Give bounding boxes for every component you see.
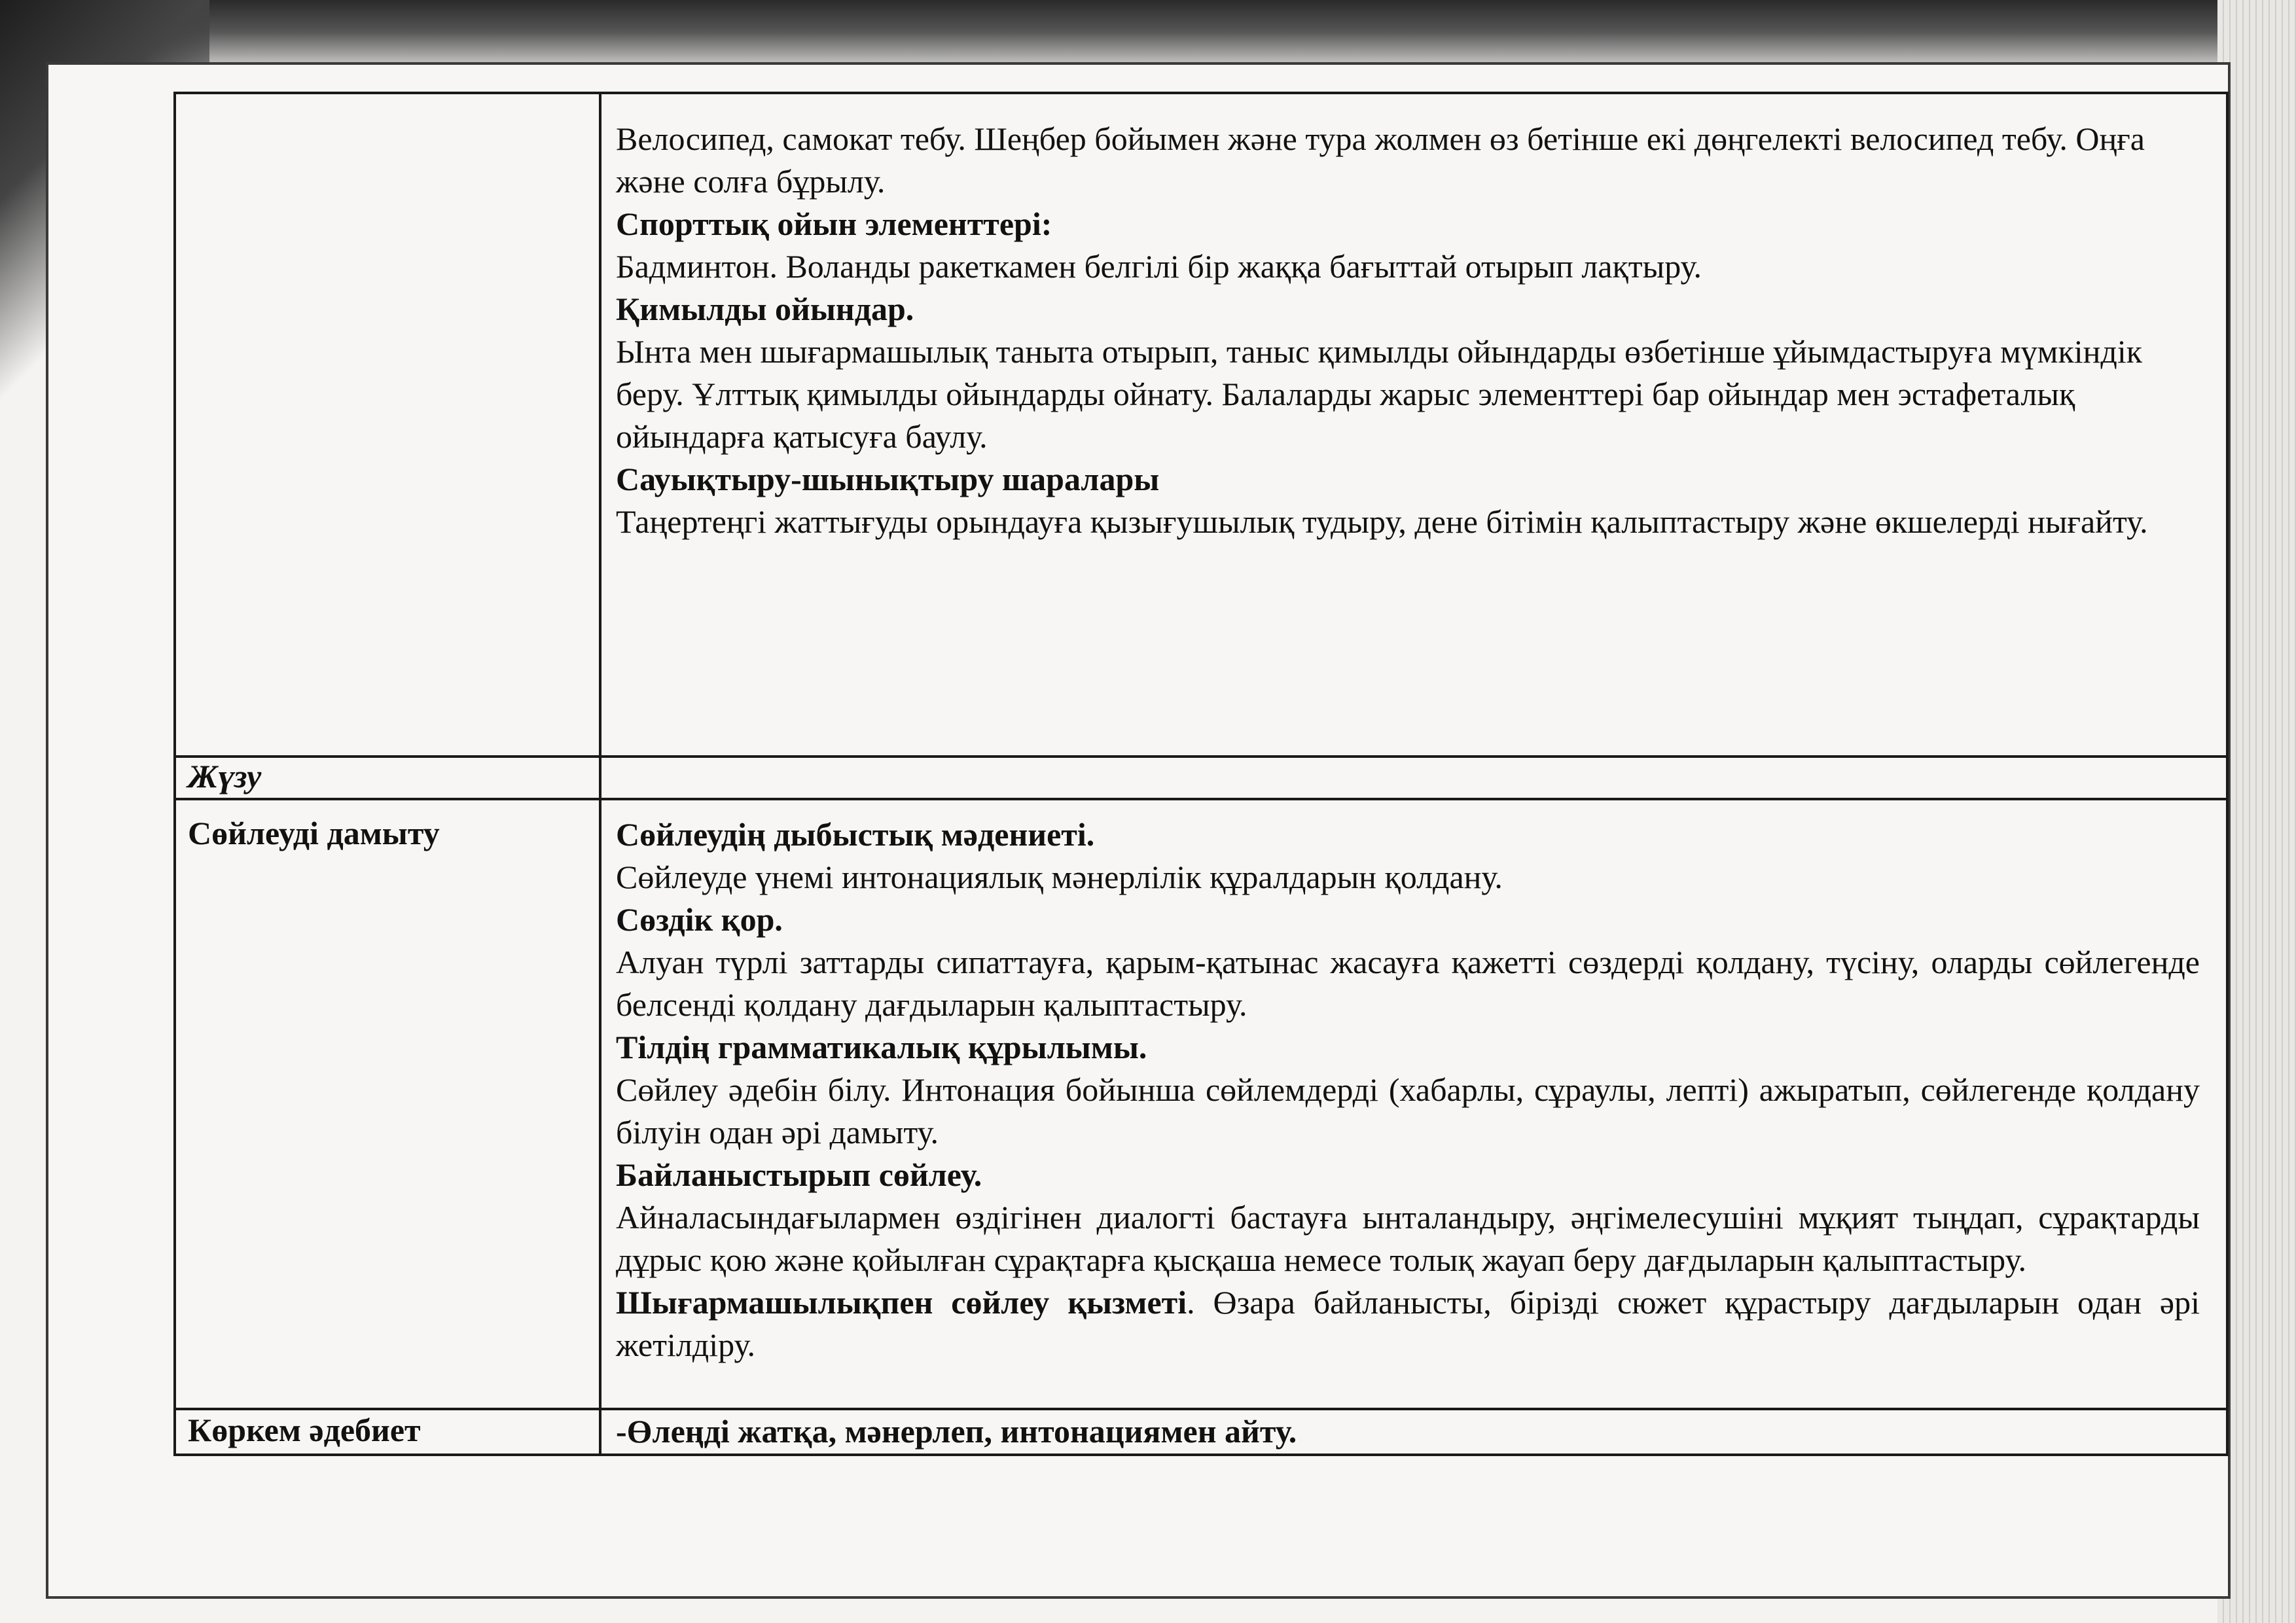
table-row-speech bbox=[175, 799, 2227, 1409]
speech-section-heading: Сөздік қор. bbox=[616, 901, 783, 938]
swimming-content bbox=[600, 757, 2227, 799]
physical-section-heading: Сауықтыру-шынықтыру шаралары bbox=[616, 461, 1160, 497]
swimming-label: Жүзу bbox=[175, 757, 600, 799]
speech-content-cell bbox=[600, 799, 2227, 1409]
speech-paragraph: Сөйлеуде үнемі интонациялық мәнерлілік құралдарын қолдану. bbox=[616, 859, 1503, 896]
literature-label-cell bbox=[175, 1409, 600, 1455]
speech-paragraph: Алуан түрлі заттарды сипаттауға, қарым-қатынас жасауға қажетті сөздерді қолдану, түсіну, оларды сөйлегенде белсенді қолдану дағдыларын қалыптастыру. bbox=[616, 944, 2200, 1024]
speech-section-heading: Байланыстырып сөйлеу. bbox=[616, 1156, 982, 1194]
physical-content bbox=[616, 118, 2200, 543]
speech-section-heading: Сөйлеудің дыбыстық мәдениеті. bbox=[616, 816, 1095, 853]
table-row-swimming bbox=[175, 757, 2227, 799]
literature-content: -Өлеңді жатқа, мәнерлеп, интонациямен айту. bbox=[616, 1413, 1297, 1450]
physical-paragraph: Велосипед, самокат тебу. Шеңбер бойымен және тура жолмен өз бетінше екі дөңгелекті велосипед тебу. Оңға және солға бұрылу. bbox=[616, 120, 2145, 200]
physical-section-heading: Қимылды ойындар. bbox=[616, 291, 914, 327]
speech-paragraph: Сөйлеу әдебін білу. Интонация бойынша сөйлемдерді (хабарлы, сұраулы, лепті) ажыратып, сөйлегенде қолдану білуін одан әрі дамыту. bbox=[616, 1071, 2200, 1151]
speech-content bbox=[616, 813, 2200, 1366]
curriculum-table bbox=[173, 92, 2229, 1456]
physical-content-cell bbox=[600, 93, 2227, 757]
speech-paragraph: Айналасындағылармен өздігінен диалогті бастауға ынталандыру, әңгімелесушіні мұқият тыңдап, сұрақтарды дұрыс қою және қойылған сұрақтарға қысқаша немесе толық жауап беру дағдыларын қалыптастыру. bbox=[616, 1199, 2200, 1279]
physical-section-heading: Спорттық ойын элементтері: bbox=[616, 205, 1052, 242]
table-row-physical bbox=[175, 93, 2227, 757]
physical-paragraph: Ынта мен шығармашылық таныта отырып, таныс қимылды ойындарды өзбетінше ұйымдастыруға мүмкіндік беру. Ұлттық қимылды ойындарды ойнату. Балаларды жарыс элементтері бар ойындар мен эстафеталық ойындарға қатысуға баулу. bbox=[616, 333, 2143, 455]
speech-paragraph: . Өзара байланысты, бірізді сюжет құрастыру дағдыларын одан әрі жетілдіру. bbox=[616, 1284, 2200, 1364]
physical-paragraph: Таңертеңгі жаттығуды орындауға қызығушылық тудыру, дене бітімін қалыптастыру және өкшелерді нығайту. bbox=[616, 503, 2148, 540]
physical-label-cell bbox=[175, 93, 600, 757]
literature-content-cell bbox=[600, 1409, 2227, 1455]
physical-label bbox=[176, 119, 188, 156]
literature-label: Көркем әдебиет bbox=[188, 1412, 421, 1448]
speech-label-cell bbox=[175, 799, 600, 1409]
speech-label: Сөйлеуді дамыту bbox=[188, 815, 440, 852]
physical-paragraph: Бадминтон. Воланды ракеткамен белгілі бір жаққа бағыттай отырып лақтыру. bbox=[616, 248, 1702, 285]
speech-mixed-paragraph bbox=[616, 1281, 2200, 1366]
speech-inline-heading: Шығармашылықпен сөйлеу қызметі bbox=[616, 1284, 1187, 1321]
speech-section-heading: Тілдің грамматикалық құрылымы. bbox=[616, 1029, 1147, 1066]
table-row-literature bbox=[175, 1409, 2227, 1455]
